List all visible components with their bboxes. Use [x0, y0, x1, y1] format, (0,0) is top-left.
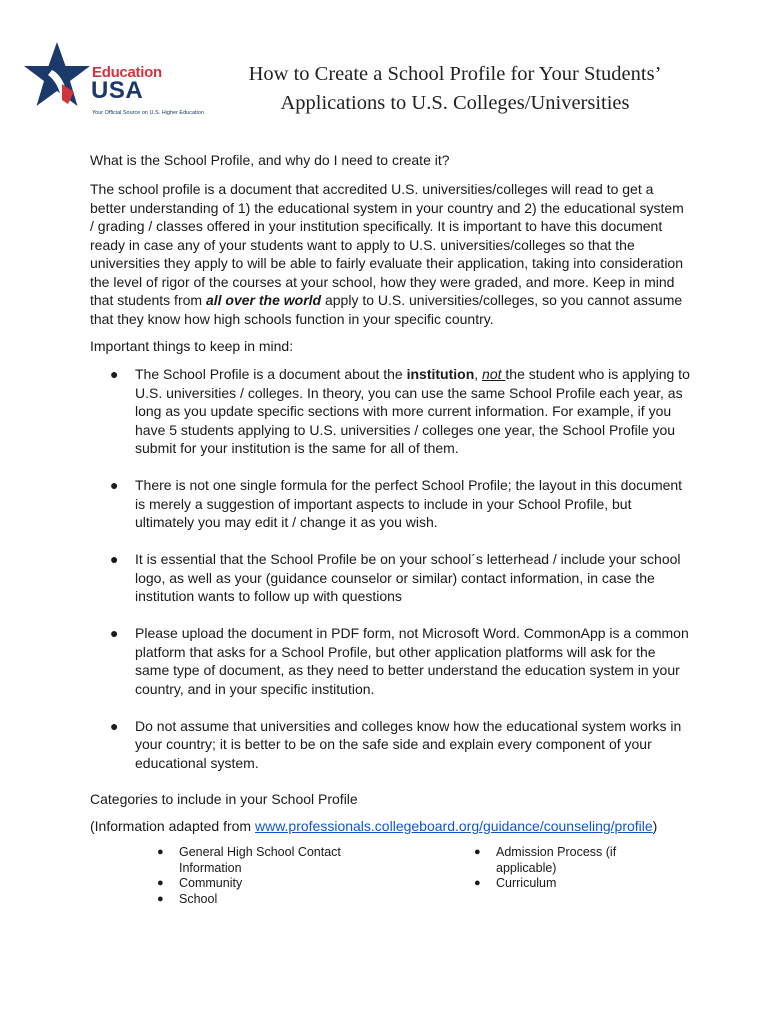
bullet-icon: ● [157, 846, 164, 858]
category-item [155, 892, 385, 908]
adapted-suffix: ) [652, 818, 658, 834]
intro-paragraph-part1: The school profile is a document that accredited U.S. universities/colleges will read to get a better understanding of 1) the educational system in your country and 2) the educational system / grading / classes offered in your institution specifically. It is important to have this document ready in case any of your students want to apply to U.S. universities/colleges so that the universities they apply to will be able to fairly evaluate their application, taking into consideration the level of rigor of the courses at your school, how they were graded, and more. Keep in mind that students from [90, 181, 684, 308]
bullet-1-not: not [482, 366, 506, 382]
intro-paragraph-part2: apply to U.S. universities/colleges, so you cannot assume that they know how high schools function in your specific country. [90, 292, 683, 327]
category-text: School [179, 891, 218, 906]
list-item [90, 624, 690, 698]
list-item [90, 476, 690, 532]
important-list [90, 365, 690, 791]
list-item [90, 717, 690, 773]
bullet-1-post: the student who is applying to U.S. universities / colleges. In theory, you can use the same School Profile each year, as long as you update specific sections with more current information. For example, if you have 5 students applying to U.S. universities / colleges one year, the School Profile you submit for your institution is the same for all of them. [135, 366, 690, 456]
bullet-2-text: There is not one single formula for the perfect School Profile; the layout in this document is merely a suggestion of important aspects to include in your School Profile, but ultimately you may edit it / change it as you wish. [135, 477, 683, 530]
bullet-icon: ● [110, 477, 119, 493]
bullet-icon: ● [110, 366, 119, 382]
bullet-icon: ● [110, 551, 119, 567]
bullet-1-pre: The School Profile is a document about the [135, 366, 407, 382]
intro-paragraph-emphasis: all over the world [205, 292, 322, 308]
bullet-icon: ● [474, 846, 481, 858]
intro-question: What is the School Profile, and why do I need to create it? [90, 152, 450, 168]
bullet-3-text: It is essential that the School Profile be on your school´s letterhead / include your school logo, as well as your (guidance counselor or similar) contact information, in case the institution wants to follow up with questions [135, 551, 681, 604]
star-icon [22, 40, 92, 112]
bullet-4-text: Please upload the document in PDF form, not Microsoft Word. CommonApp is a common platform that asks for a School Profile, but other application platforms will ask for the same type of document, as they need to better understand the education system in your country, and in your specific institution. [135, 625, 689, 697]
category-item [155, 876, 385, 892]
logo-text-usa: USA [91, 77, 144, 104]
category-item [155, 845, 385, 876]
title-line-1: How to Create a School Profile for Your Students’ [248, 63, 662, 85]
category-text: Community [179, 876, 243, 890]
logo-text-education: Education [92, 64, 162, 81]
bullet-1-bold: institution [406, 366, 475, 382]
adapted-note [90, 817, 690, 836]
educationusa-logo [22, 40, 212, 120]
category-text: Admission Process (if applicable) [496, 845, 617, 875]
list-item [90, 550, 690, 606]
list-item [90, 365, 690, 458]
important-heading: Important things to keep in mind: [90, 338, 294, 354]
category-item [472, 845, 642, 876]
adapted-prefix: (Information adapted from [90, 818, 255, 834]
bullet-1-comma: , [474, 366, 483, 382]
bullet-icon: ● [110, 717, 119, 734]
intro-paragraph [90, 180, 690, 328]
category-text: Curriculum [496, 876, 557, 890]
bullet-icon: ● [110, 625, 119, 641]
category-item [472, 876, 642, 892]
bullet-icon: ● [474, 877, 481, 889]
categories-left-column [155, 845, 385, 907]
categories-heading: Categories to include in your School Profile [90, 791, 358, 807]
collegeboard-link[interactable]: www.professionals.collegeboard.org/guidance/counseling/profile [254, 818, 653, 834]
bullet-icon: ● [157, 877, 164, 889]
categories-right-column [472, 845, 642, 892]
category-text: General High School Contact Information [179, 845, 341, 875]
bullet-icon: ● [157, 892, 164, 905]
title-line-2: Applications to U.S. Colleges/Universities [280, 92, 630, 114]
logo-tagline: Your Official Source on U.S. Higher Education [92, 110, 204, 116]
bullet-5-text: Do not assume that universities and colleges know how the educational system works in your country; it is better to be on the safe side and explain every component of your educational system. [135, 717, 682, 771]
document-title [235, 60, 675, 118]
